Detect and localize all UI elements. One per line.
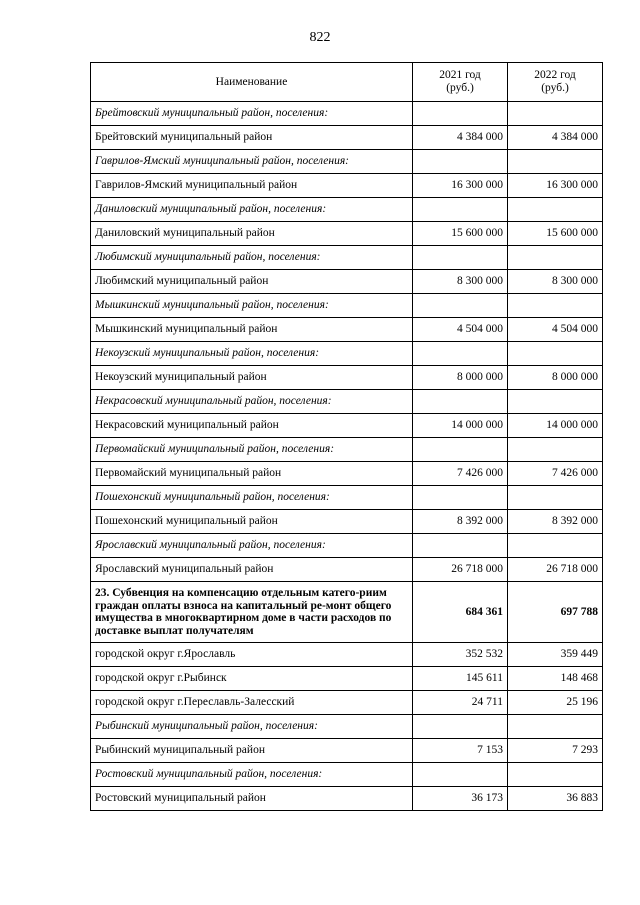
column-header-2021 [413,63,508,102]
value-2021-cell: 8 392 000 [413,510,508,534]
value-2022-cell: 697 788 [508,582,603,643]
value-2021-cell [413,534,508,558]
value-2021-cell: 7 426 000 [413,462,508,486]
value-2021-cell: 36 173 [413,787,508,811]
row-name-cell: Пошехонский муниципальный район [91,510,413,534]
value-2021-cell [413,486,508,510]
value-2021-cell [413,390,508,414]
value-2021-cell [413,715,508,739]
table-row [91,558,603,582]
row-name-cell: Пошехонский муниципальный район, поселения: [91,486,413,510]
value-2022-cell [508,102,603,126]
value-2021-cell [413,763,508,787]
row-name-cell: Брейтовский муниципальный район [91,126,413,150]
value-2021-cell: 15 600 000 [413,222,508,246]
budget-table [90,62,603,811]
group-heading-row [91,150,603,174]
column-header-2022-unit: (руб.) [541,82,569,94]
group-heading-row [91,534,603,558]
table-row [91,462,603,486]
group-heading-row [91,198,603,222]
value-2022-cell [508,390,603,414]
value-2021-cell: 8 300 000 [413,270,508,294]
value-2021-cell [413,150,508,174]
group-heading-row [91,294,603,318]
row-name-cell: Рыбинский муниципальный район, поселения: [91,715,413,739]
value-2021-cell: 24 711 [413,691,508,715]
table-row [91,510,603,534]
value-2022-cell [508,342,603,366]
section-total-row [91,582,603,643]
table-body [91,102,603,811]
value-2022-cell: 4 504 000 [508,318,603,342]
row-name-cell: Рыбинский муниципальный район [91,739,413,763]
table-row [91,366,603,390]
value-2022-cell: 16 300 000 [508,174,603,198]
row-name-cell: Любимский муниципальный район [91,270,413,294]
value-2021-cell [413,198,508,222]
row-name-cell: городской округ г.Рыбинск [91,667,413,691]
value-2021-cell [413,438,508,462]
row-name-cell: городской округ г.Ярославль [91,643,413,667]
table-row [91,174,603,198]
value-2022-cell [508,198,603,222]
row-name-cell: Мышкинский муниципальный район, поселения: [91,294,413,318]
value-2022-cell [508,534,603,558]
row-name-cell: Даниловский муниципальный район [91,222,413,246]
row-name-cell: Брейтовский муниципальный район, поселения: [91,102,413,126]
value-2022-cell: 359 449 [508,643,603,667]
group-heading-row [91,390,603,414]
value-2022-cell: 8 000 000 [508,366,603,390]
table-row [91,414,603,438]
value-2022-cell [508,294,603,318]
column-header-2021-year: 2021 год [439,69,481,81]
value-2022-cell: 4 384 000 [508,126,603,150]
value-2022-cell: 7 293 [508,739,603,763]
value-2022-cell [508,150,603,174]
value-2022-cell: 8 392 000 [508,510,603,534]
value-2022-cell: 148 468 [508,667,603,691]
value-2022-cell: 36 883 [508,787,603,811]
table-row [91,126,603,150]
group-heading-row [91,438,603,462]
group-heading-row [91,342,603,366]
row-name-cell: Некрасовский муниципальный район [91,414,413,438]
row-name-cell: Первомайский муниципальный район, поселения: [91,438,413,462]
table-row [91,691,603,715]
value-2021-cell: 26 718 000 [413,558,508,582]
table-row [91,318,603,342]
value-2022-cell [508,715,603,739]
value-2021-cell [413,246,508,270]
value-2022-cell [508,486,603,510]
value-2021-cell [413,294,508,318]
row-name-cell: Любимский муниципальный район, поселения: [91,246,413,270]
value-2021-cell: 145 611 [413,667,508,691]
value-2021-cell: 684 361 [413,582,508,643]
group-heading-row [91,763,603,787]
value-2021-cell [413,342,508,366]
row-name-cell: Ярославский муниципальный район [91,558,413,582]
column-header-name: Наименование [91,63,413,102]
value-2022-cell [508,246,603,270]
row-name-cell: городской округ г.Переславль-Залесский [91,691,413,715]
row-name-cell: Гаврилов-Ямский муниципальный район, поселения: [91,150,413,174]
value-2022-cell: 7 426 000 [508,462,603,486]
value-2022-cell: 8 300 000 [508,270,603,294]
group-heading-row [91,246,603,270]
row-name-cell: Мышкинский муниципальный район [91,318,413,342]
group-heading-row [91,715,603,739]
table-row [91,643,603,667]
column-header-2021-unit: (руб.) [446,82,474,94]
value-2021-cell: 4 504 000 [413,318,508,342]
row-name-cell: Гаврилов-Ямский муниципальный район [91,174,413,198]
table-row [91,787,603,811]
group-heading-row [91,486,603,510]
value-2022-cell [508,763,603,787]
value-2021-cell [413,102,508,126]
row-name-cell: 23. Субвенция на компенсацию отдельным катего-риим граждан оплаты взноса на капитальный ре-монт общего имущества в многоквартирном доме в части расходов по доставке выплат получателям [91,582,413,643]
value-2022-cell [508,438,603,462]
page-number: 822 [309,30,331,45]
row-name-cell: Ярославский муниципальный район, поселения: [91,534,413,558]
row-name-cell: Некоузский муниципальный район, поселения: [91,342,413,366]
row-name-cell: Некрасовский муниципальный район, поселения: [91,390,413,414]
value-2021-cell: 4 384 000 [413,126,508,150]
group-heading-row [91,102,603,126]
row-name-cell: Ростовский муниципальный район [91,787,413,811]
column-header-2022 [508,63,603,102]
value-2021-cell: 16 300 000 [413,174,508,198]
table-row [91,739,603,763]
row-name-cell: Ростовский муниципальный район, поселения: [91,763,413,787]
value-2022-cell: 15 600 000 [508,222,603,246]
value-2022-cell: 25 196 [508,691,603,715]
row-name-cell: Даниловский муниципальный район, поселения: [91,198,413,222]
table-row [91,270,603,294]
value-2021-cell: 352 532 [413,643,508,667]
value-2021-cell: 7 153 [413,739,508,763]
table-header-row [91,63,603,102]
value-2021-cell: 14 000 000 [413,414,508,438]
table-row [91,667,603,691]
row-name-cell: Некоузский муниципальный район [91,366,413,390]
value-2022-cell: 26 718 000 [508,558,603,582]
value-2022-cell: 14 000 000 [508,414,603,438]
column-header-2022-year: 2022 год [534,69,576,81]
value-2021-cell: 8 000 000 [413,366,508,390]
row-name-cell: Первомайский муниципальный район [91,462,413,486]
table-row [91,222,603,246]
